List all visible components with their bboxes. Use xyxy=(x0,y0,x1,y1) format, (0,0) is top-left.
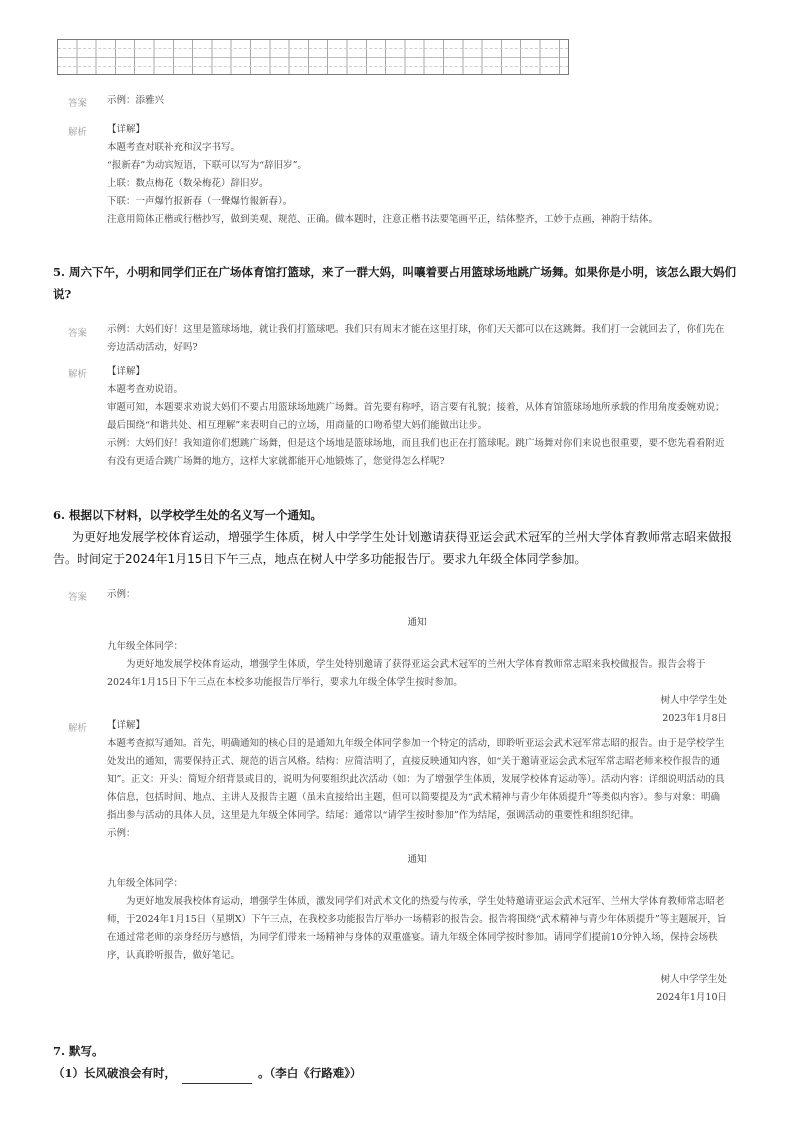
notice-title: 通知 xyxy=(407,854,427,865)
q4-analysis: 【详解】 本题考查对联补充和汉字书写。 “报新春”为动宾短语，下联可以写为“辞旧岁”。 上联：数点梅花（数朵梅花）辞旧岁。 下联：一声爆竹报新春（一聲爆竹報新春）。 注意用简体正楷或行楷抄写，做到美观、规范、正确。做本题时，注意正楷书法要笔画平正，结体整齐，工妙于点画，神韵于结体。 xyxy=(107,124,659,225)
q4-answer: 示例：添雅兴 xyxy=(107,95,165,106)
notice-date: 2024年1月10日 xyxy=(656,992,727,1003)
notice-date: 2023年1月8日 xyxy=(662,713,727,724)
notice-body: 为更好地发展我校体育运动，增强学生体质，激发同学们对武术文化的热爱与传承，学生处特邀请亚运会武术冠军、兰州大学体育教师常志昭老师，于2024年1月15日（星期X）下午三点，在我校多功能报告厅举办一场精彩的报告会。报告将围绕“武术精神与青少年体质提升”等主题展开，旨在通过常老师的亲身经历与感悟，为同学们带来一场精神与身体的双重盛宴。请九年级全体同学按时参加。请同学们提前10分钟入场，保持会场秩序，认真聆听报告，做好笔记。 xyxy=(107,896,727,961)
notice-title: 通知 xyxy=(407,617,427,628)
question-5: 5. 周六下午，小明和同学们正在广场体育馆打篮球，来了一群大妈，叫嚷着要占用篮球场地跳广场舞。如果你是小明，该怎么跟大妈们说? xyxy=(53,265,737,301)
q5-answer: 示例：大妈们好！这里是篮球场地，就让我们打篮球吧。我们只有周末才能在这里打球，你们天天都可以在这跳舞。我们打一会就回去了，你们先在旁边活动活动，好吗? xyxy=(107,324,725,353)
notice-greeting: 九年级全体同学： xyxy=(107,641,184,652)
analysis-tag: 解析 xyxy=(68,723,88,734)
notice-sign: 树人中学学生处 xyxy=(660,974,727,985)
analysis-tag: 解析 xyxy=(68,127,88,138)
q6-material: 为更好地发展学校体育运动，增强学生体质，树人中学学生处计划邀请获得亚运会武术冠军的兰州大学体育教师常志昭来做报告。时间定于2024年1月15日下午三点，地点在树人中学多功能报告厅。要求九年级全体同学参加。 xyxy=(53,530,733,566)
notice-sign: 树人中学学生处 xyxy=(660,695,727,706)
q7-item-1: （1）长风破浪会有时， 。（李白《行路难》） xyxy=(53,1062,743,1084)
q6-answer: 示例： 通知 九年级全体同学： 为更好地发展学校体育运动，增强学生体质，学生处特别邀请了获得亚运会武术冠军的兰州大学体育教师常志昭来我校做报告。报告会将于2024年1月15日下午三点在本校多功能报告厅举行，要求九年级全体学生按时参加。 树人中学学生处 2023年1月8日 xyxy=(107,586,727,728)
question-6: 6. 根据以下材料，以学校学生处的名义写一个通知。 xyxy=(53,508,323,522)
answer-tag: 答案 xyxy=(68,328,88,339)
analysis-tag: 解析 xyxy=(68,369,88,380)
notice-greeting: 九年级全体同学： xyxy=(107,878,184,889)
q5-analysis: 【详解】 本题考查劝说语。 审题可知，本题要求劝说大妈们不要占用篮球场地跳广场舞。首先要有称呼，语言要有礼貌；接着，从体育馆篮球场地所承载的作用角度委婉劝说；最后围绕“和谐共处、相互理解”来表明自己的立场，用商量的口吻希望大妈们能做出让步。 示例：大妈们好！我知道你们想跳广场舞，但是这个场地是篮球场地，而且我们也正在打篮球呢。跳广场舞对你们来说也很重要，要不您先看看附近有没有更适合跳广场舞的地方，这样大家就都能开心地锻炼了，您觉得怎么样呢? xyxy=(107,366,725,467)
notice-body: 为更好地发展学校体育运动，增强学生体质，学生处特别邀请了获得亚运会武术冠军的兰州大学体育教师常志昭来我校做报告。报告会将于2024年1月15日下午三点在本校多功能报告厅举行，要求九年级全体学生按时参加。 xyxy=(107,659,706,688)
question-7: 7. 默写。 xyxy=(53,1044,104,1058)
q6-analysis: 【详解】 本题考查拟写通知。首先，明确通知的核心目的是通知九年级全体同学参加一个特定的活动，即聆听亚运会武术冠军常志昭的报告。由于是学校学生处发出的通知，需要保持正式、规范的语言风格。结构：应简洁明了，直接反映通知内容，如“关于邀请亚运会武术冠军常志昭老师来校作报告的通知”。正文：开头：简短介绍背景或目的，说明为何要组织此次活动（如：为了增强学生体质，发展学校体育运动等）。活动内容：详细说明活动的具体信息，包括时间、地点、主讲人及报告主题（虽未直接给出主题，但可以简要提及为“武术精神与青少年体质提升”等类似内容）。参与对象：明确指出参与活动的具体人员，这里是九年级全体同学。结尾：通常以“请学生按时参加”作为结尾，强调活动的重要性和组织纪律。 示例： 通知 九年级全体同学： 为更好地发展我校体育运动，增强学生体质，激发同学们对武术文化的热爱与传承，学生处特邀请亚运会武术冠军、兰州大学体育教师常志昭老师，于2024年1月15日（星期X）下午三点，在我校多功能报告厅举办一场精彩的报告会。报告将围绕“武术精神与青少年体质提升”等主题展开，旨在通过常老师的亲身经历与感悟，为同学们带来一场精神与身体的双重盛宴。请九年级全体同学按时参加。请同学们提前10分钟入场，保持会场秩序，认真聆听报告，做好笔记。 树人中学学生处 2024年1月10日 xyxy=(107,717,727,1007)
answer-tag: 答案 xyxy=(68,592,88,603)
writing-grid xyxy=(57,39,569,75)
answer-tag: 答案 xyxy=(68,98,88,109)
fill-blank[interactable] xyxy=(182,1071,252,1084)
